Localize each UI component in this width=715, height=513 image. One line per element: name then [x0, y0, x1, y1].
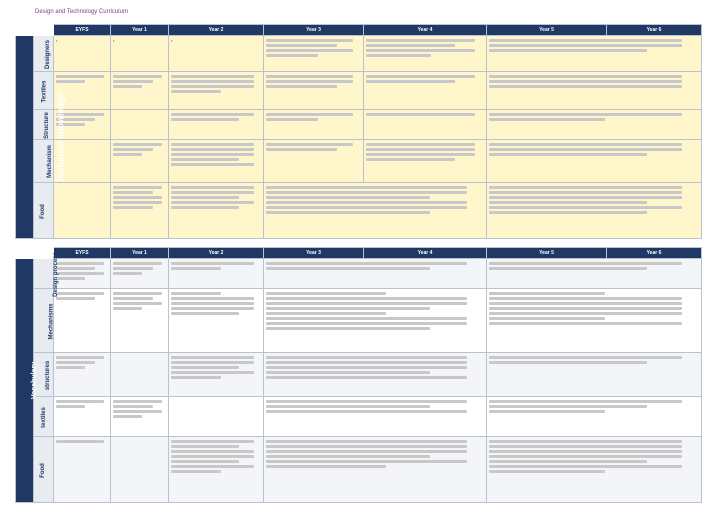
column-header-year-1: Year 1	[111, 25, 169, 36]
document-title: Design and Technology Curriculum	[35, 9, 128, 15]
table-cell	[54, 353, 111, 397]
column-header-year-5: Year 5	[487, 25, 607, 36]
section-label-vocabulary: Vocabulary	[16, 259, 34, 503]
table-cell	[111, 397, 169, 437]
table-cell	[169, 289, 264, 353]
table-cell	[111, 353, 169, 397]
table-cell	[169, 397, 264, 437]
table-cell	[54, 259, 111, 289]
row-label-food: Food	[34, 437, 54, 503]
table-cell	[169, 353, 264, 397]
row-label-designers: Designers	[34, 36, 54, 72]
table-cell	[264, 353, 487, 397]
column-header-year-6: Year 6	[607, 248, 702, 259]
table-cell	[487, 140, 702, 183]
table-cell	[111, 140, 169, 183]
row-label-textiles: textiles	[34, 397, 54, 437]
table-cell	[111, 437, 169, 503]
table-cell	[264, 140, 364, 183]
column-header-year-5: Year 5	[487, 248, 607, 259]
table-cell	[111, 110, 169, 140]
table-cell	[111, 259, 169, 289]
table-cell	[111, 183, 169, 239]
table-cell	[487, 110, 702, 140]
table-cell	[487, 183, 702, 239]
row-label-structures: structures	[34, 353, 54, 397]
table-cell	[264, 437, 487, 503]
column-header-year-6: Year 6	[607, 25, 702, 36]
table-cell	[111, 289, 169, 353]
row-label-structure: Structure	[34, 110, 54, 140]
column-header-year-2: Year 2	[169, 25, 264, 36]
table-cell	[54, 289, 111, 353]
table-cell: •	[111, 36, 169, 72]
table-cell: •	[169, 36, 264, 72]
table-cell	[487, 72, 702, 110]
row-label-mechanism: Mechanism	[34, 140, 54, 183]
table-cell	[264, 36, 364, 72]
table-cell	[264, 183, 487, 239]
table-cell	[487, 36, 702, 72]
section-label-technical-knowledge: Technical knowledge	[16, 36, 34, 239]
table-cell	[169, 72, 264, 110]
table-cell	[169, 183, 264, 239]
table-cell	[169, 140, 264, 183]
table-cell	[264, 72, 364, 110]
table-cell	[169, 437, 264, 503]
technical-knowledge-table	[15, 24, 702, 239]
table-cell	[264, 289, 487, 353]
table-cell	[364, 110, 487, 140]
column-header-year-1: Year 1	[111, 248, 169, 259]
table-cell	[54, 397, 111, 437]
row-label-design-process: Design process	[34, 259, 54, 289]
row-label-textiles: Textiles	[34, 72, 54, 110]
table-cell	[264, 110, 364, 140]
column-header-year-4: Year 4	[364, 25, 487, 36]
table-cell: •	[54, 36, 111, 72]
row-label-mechanisms: Mechanisms	[34, 289, 54, 353]
column-header-eyfs: EYFS	[54, 25, 111, 36]
row-label-food: Food	[34, 183, 54, 239]
table-cell	[54, 437, 111, 503]
table-cell	[487, 437, 702, 503]
column-header-year-3: Year 3	[264, 248, 364, 259]
table-cell	[364, 140, 487, 183]
column-header-year-4: Year 4	[364, 248, 487, 259]
table-cell	[364, 36, 487, 72]
table-cell	[487, 353, 702, 397]
table-cell	[487, 259, 702, 289]
table-cell	[264, 397, 487, 437]
table-cell	[364, 72, 487, 110]
table-cell	[111, 72, 169, 110]
column-header-year-2: Year 2	[169, 248, 264, 259]
table-cell	[487, 397, 702, 437]
table-cell	[169, 259, 264, 289]
table-cell	[264, 259, 487, 289]
table-cell	[487, 289, 702, 353]
vocabulary-table	[15, 247, 702, 503]
table-cell	[169, 110, 264, 140]
column-header-eyfs: EYFS	[54, 248, 111, 259]
column-header-year-3: Year 3	[264, 25, 364, 36]
table-cell	[54, 183, 111, 239]
